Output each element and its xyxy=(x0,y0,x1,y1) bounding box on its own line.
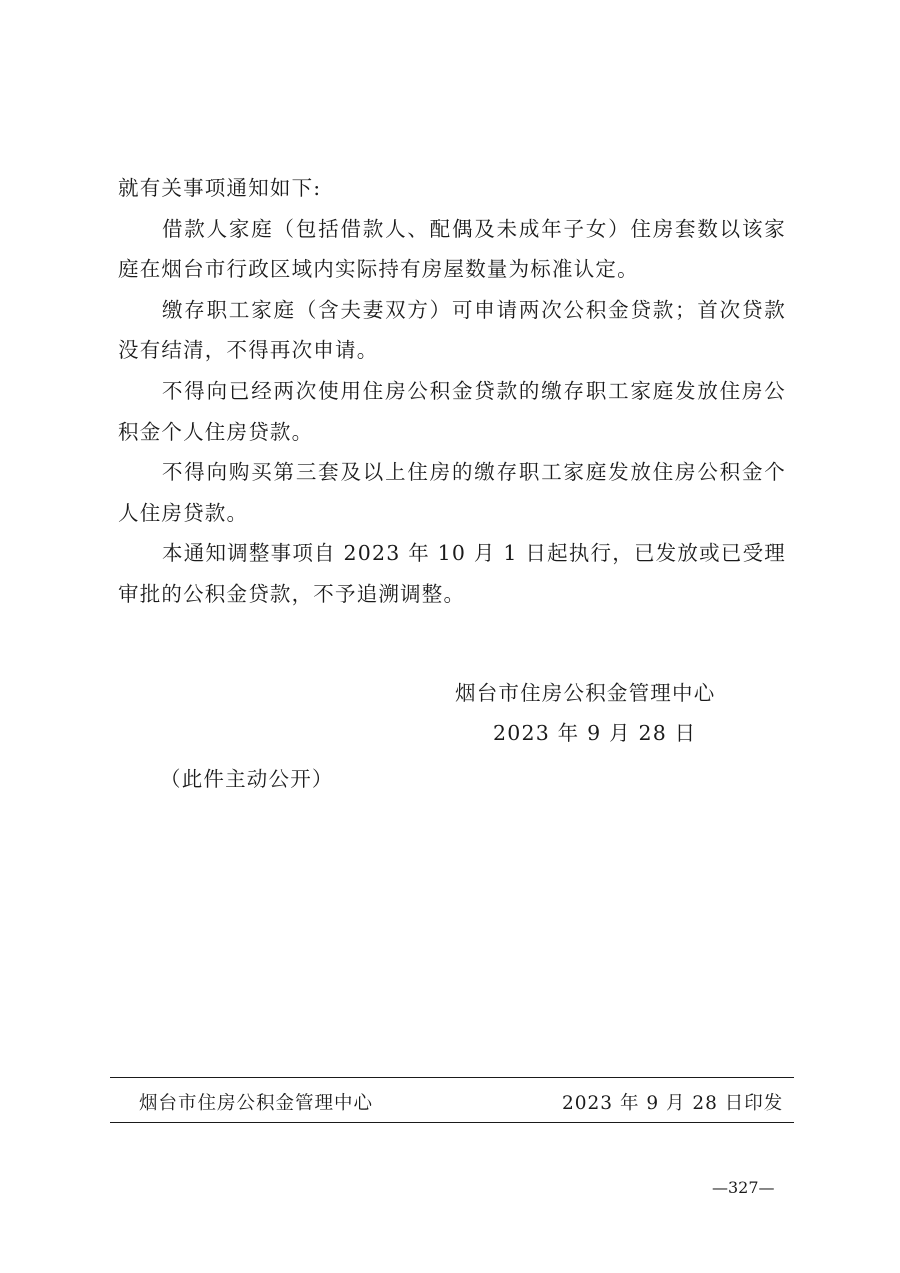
footer-organization: 烟台市住房公积金管理中心 xyxy=(139,1093,374,1114)
signature-organization: 烟台市住房公积金管理中心 xyxy=(455,681,716,705)
page-number: —327— xyxy=(712,1178,775,1197)
paragraph-two-loans: 缴存职工家庭（含夫妻双方）可申请两次公积金贷款；首次贷款没有结清，不得再次申请。 xyxy=(118,297,786,363)
paragraph-no-third-loan: 不得向已经两次使用住房公积金贷款的缴存职工家庭发放住房公积金个人住房贷款。 xyxy=(118,378,786,444)
paragraph-third-home: 不得向购买第三套及以上住房的缴存职工家庭发放住房公积金个人住房贷款。 xyxy=(118,460,786,525)
paragraph-household-definition: 借款人家庭（包括借款人、配偶及未成年子女）住房套数以该家庭在烟台市行政区域内实际持有房屋数量为标准认定。 xyxy=(118,216,786,282)
footer-bottom-rule xyxy=(110,1122,794,1123)
signature-date: 2023 年 9 月 28 日 xyxy=(493,721,697,745)
footer-top-rule xyxy=(110,1077,794,1078)
footer-issue-date: 2023 年 9 月 28 日印发 xyxy=(562,1093,784,1114)
intro-paragraph: 就有关事项通知如下: xyxy=(118,176,322,200)
paragraph-effective-date: 本通知调整事项自 2023 年 10 月 1 日起执行，已发放或已受理审批的公积金贷款，不予追溯调整。 xyxy=(118,541,786,606)
public-disclosure-note: （此件主动公开） xyxy=(160,767,334,791)
notice-body xyxy=(118,168,786,615)
